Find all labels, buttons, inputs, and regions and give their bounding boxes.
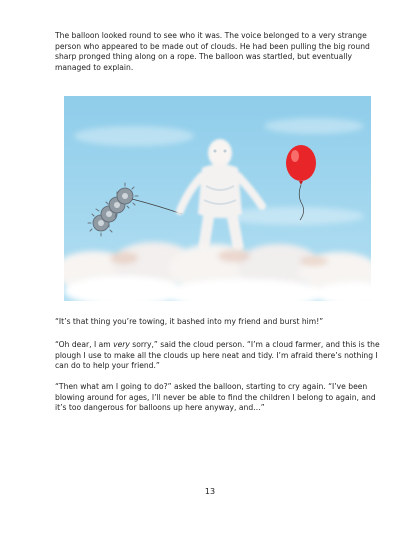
story-paragraph: “Then what am I going to do?” asked the balloon, starting to cry again. “I’ve been blowing around for ages, I’ll never be able to find the children I belong to again, and it’s too dangerous for balloons up here anyway, and…” <box>55 382 376 413</box>
story-paragraph <box>55 340 385 372</box>
cloud-farmer-illustration <box>64 96 371 301</box>
story-paragraph: The balloon looked round to see who it was. The voice belonged to a very strange person who appeared to be made out of clouds. He had been pulling the big round sharp pronged thing along on a rope. The balloon was startled, but eventually managed to explain. <box>55 31 370 72</box>
text-run: sorry,” said the cloud person. “I’m a cloud farmer, and this is the plough I use to make all the clouds up here neat and tidy. I’m afraid there’s nothing I can do to help your friend.” <box>55 340 380 371</box>
text-run: “Oh dear, I am <box>55 340 114 349</box>
page-number: 13 <box>204 487 216 496</box>
emphasis-text: very <box>113 340 130 349</box>
story-paragraph: “It’s that thing you’re towing, it bashed into my friend and burst him!” <box>55 317 324 326</box>
